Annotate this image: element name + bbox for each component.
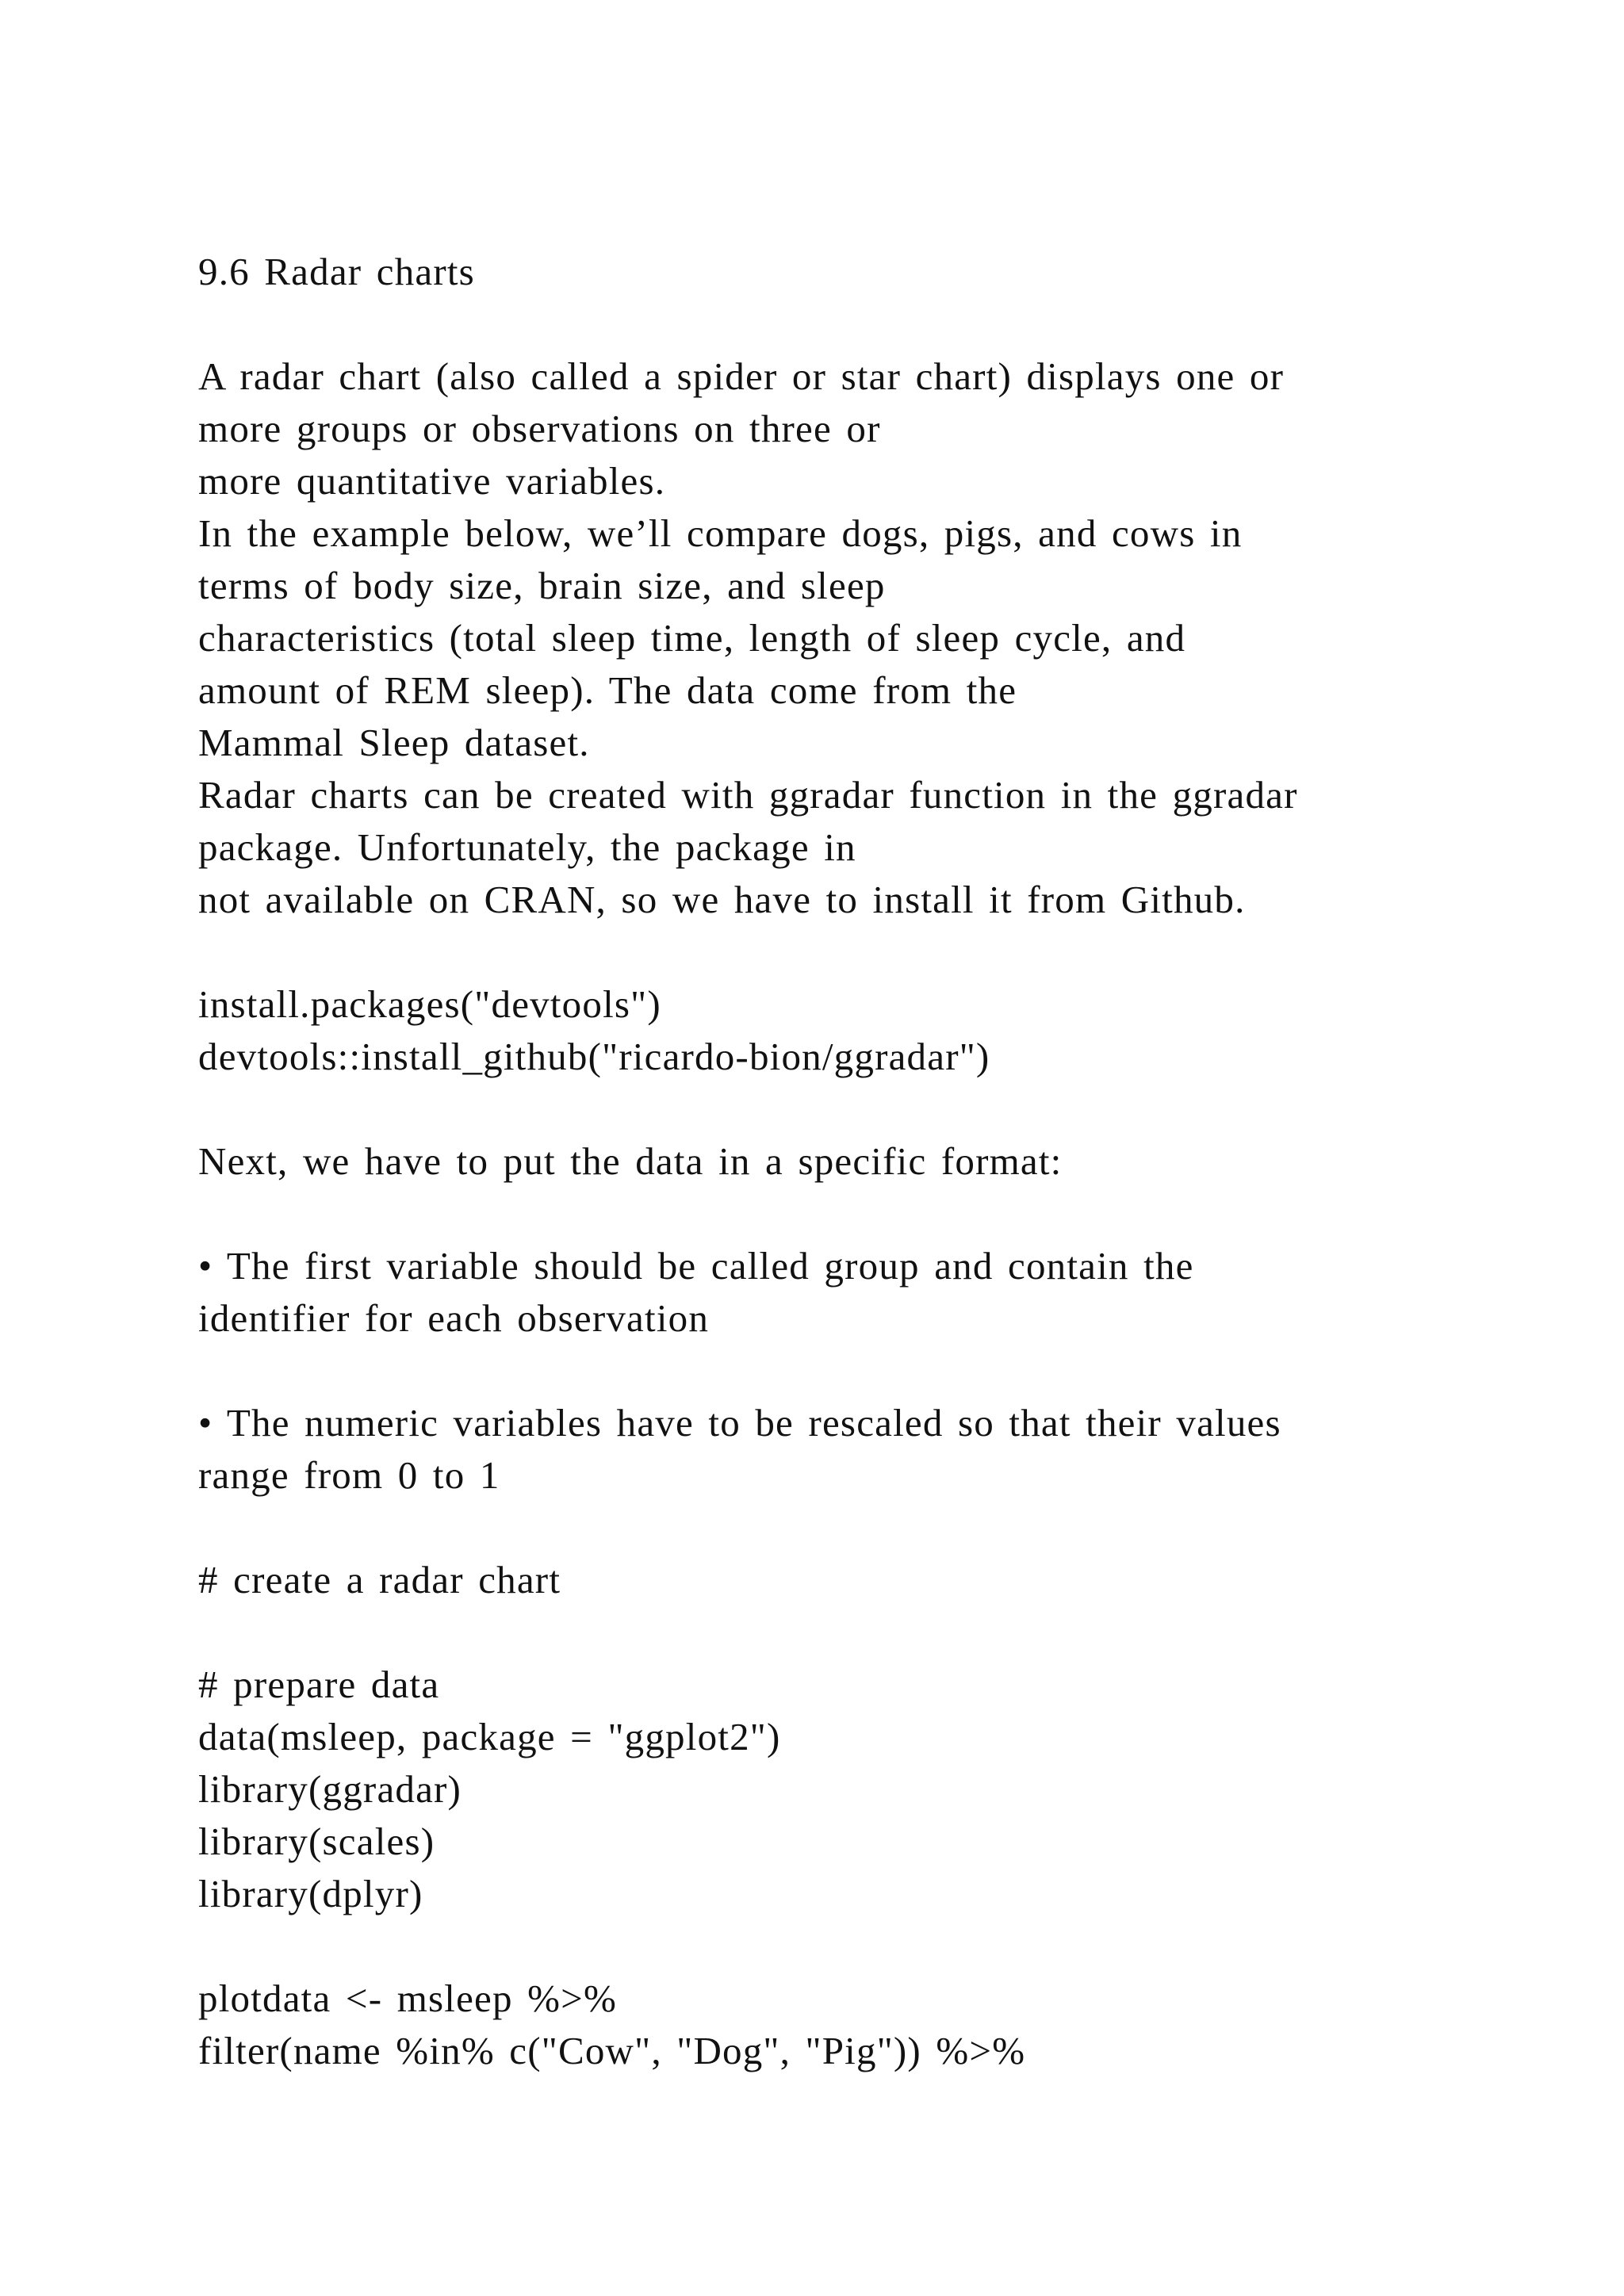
bullet-item-line: • The first variable should be called group and contain the: [198, 1244, 1194, 1288]
code-line: filter(name %in% c("Cow", "Dog", "Pig")) %>%: [198, 2029, 1026, 2072]
bullet-item-line: identifier for each observation: [198, 1296, 710, 1340]
code-line: plotdata <- msleep %>%: [198, 1976, 618, 2020]
document-body: [198, 246, 1499, 2077]
code-line: library(dplyr): [198, 1872, 423, 1915]
paragraph-line: package. Unfortunately, the package in: [198, 825, 856, 869]
paragraph-line: Radar charts can be created with ggradar function in the ggradar: [198, 773, 1298, 817]
code-line: # prepare data: [198, 1663, 440, 1706]
code-comment: # create a radar chart: [198, 1558, 561, 1601]
paragraph-line: In the example below, we’ll compare dogs, pigs, and cows in: [198, 511, 1243, 555]
paragraph-line: not available on CRAN, so we have to install it from Github.: [198, 878, 1246, 921]
spacer: [198, 1188, 1499, 1240]
spacer: [198, 926, 1499, 978]
paragraph-line: more quantitative variables.: [198, 459, 666, 503]
spacer: [198, 1920, 1499, 1973]
code-line: install.packages("devtools"): [198, 982, 661, 1026]
paragraph-line: terms of body size, brain size, and sleep: [198, 564, 886, 607]
section-heading: 9.6 Radar charts: [198, 250, 475, 293]
paragraph-line: Next, we have to put the data in a specific format:: [198, 1139, 1063, 1183]
spacer: [198, 1345, 1499, 1397]
bullet-item-line: range from 0 to 1: [198, 1453, 500, 1497]
code-line: library(ggradar): [198, 1767, 462, 1811]
spacer: [198, 1502, 1499, 1554]
paragraph-line: more groups or observations on three or: [198, 407, 881, 450]
paragraph-line: characteristics (total sleep time, length of sleep cycle, and: [198, 616, 1186, 660]
paragraph-line: A radar chart (also called a spider or star chart) displays one or: [198, 354, 1285, 398]
spacer: [198, 298, 1499, 350]
code-line: data(msleep, package = "ggplot2"): [198, 1715, 781, 1758]
spacer: [198, 1083, 1499, 1135]
paragraph-line: Mammal Sleep dataset.: [198, 721, 590, 764]
paragraph-line: amount of REM sleep). The data come from the: [198, 668, 1017, 712]
bullet-item-line: • The numeric variables have to be rescaled so that their values: [198, 1401, 1281, 1445]
code-line: devtools::install_github("ricardo-bion/ggradar"): [198, 1035, 990, 1078]
code-line: library(scales): [198, 1820, 435, 1863]
spacer: [198, 1606, 1499, 1659]
